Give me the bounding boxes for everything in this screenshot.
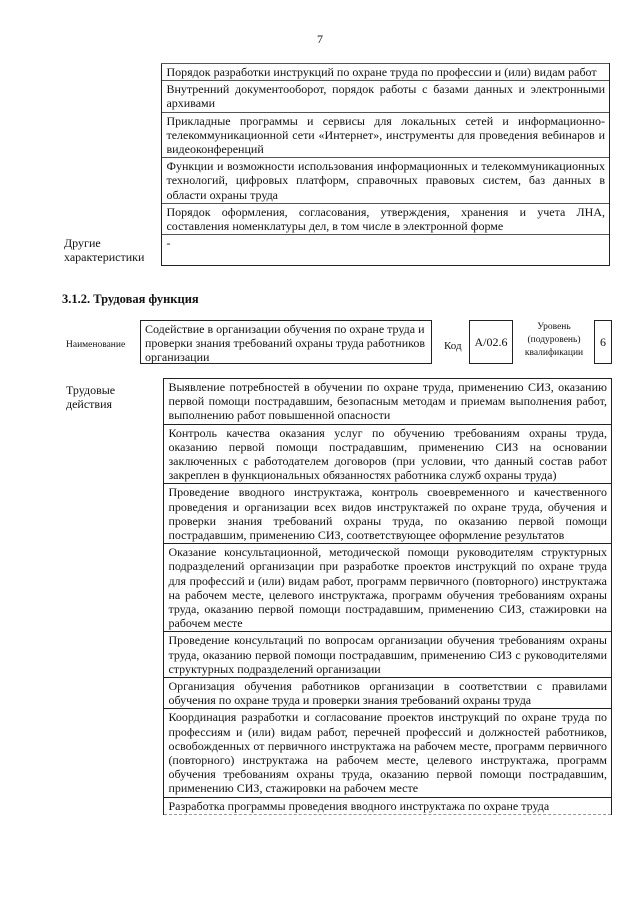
function-name: Содействие в организации обучения по охране труда и проверки знания требований охраны труда работников организации — [140, 320, 432, 364]
labor-actions-table — [60, 378, 612, 815]
labor-action: Выявление потребностей в обучении по охране труда, применению СИЗ, оказанию первой помощи пострадавшим, безопасным методам и приемам выполнения работ, выполнению работ повышенной опасности — [164, 379, 612, 425]
page-number: 7 — [317, 32, 323, 46]
table-row — [60, 203, 610, 234]
code-label: Код — [444, 340, 462, 352]
row-label — [60, 81, 162, 112]
knowledge-table — [60, 63, 610, 266]
table-row — [60, 235, 610, 265]
row-text: Порядок разработки инструкций по охране труда по профессии и (или) видам работ — [162, 64, 610, 81]
table-row — [60, 112, 610, 158]
row-text: Внутренний документооборот, порядок работы с базами данных и электронными архивами — [162, 81, 610, 112]
labor-action: Контроль качества оказания услуг по обучению требованиям охраны труда, оказанию первой помощи пострадавшим, применению СИЗ на основании заключенных с работодателем договоров (при условии, что данный состав работ закреплен в функциональных обязанностях работника служб охраны труда) — [164, 424, 612, 484]
labor-action: Проведение вводного инструктажа, контроль своевременного и качественного проведения и организации всех видов инструктажей по охране труда, обучения и проверки знания требований охраны труда, по оказанию первой помощи пострадавшим, применению СИЗ, соответствующее оформление результатов — [164, 484, 612, 544]
row-text: Прикладные программы и сервисы для локальных сетей и информационно-телекоммуникационной сети «Интернет», инструменты для проведения вебинаров и видеоконференций — [162, 112, 610, 158]
section-title: 3.1.2. Трудовая функция — [62, 292, 199, 306]
table-row — [60, 81, 610, 112]
labor-action: Проведение консультаций по вопросам организации обучения требованиям охраны труда, оказанию первой помощи пострадавшим, применению СИЗ с руководителями структурных подразделений организации — [164, 632, 612, 678]
labor-action: Разработка программы проведения вводного инструктажа по охране труда — [164, 797, 612, 814]
other-characteristics-value: - — [162, 235, 610, 265]
row-text: Функции и возможности использования информационных и телекоммуникационных технологий, цифровых платформ, справочных правовых систем, баз данных в области охраны труда — [162, 158, 610, 204]
function-code: A/02.6 — [469, 320, 513, 364]
qualification-level-label: Уровень (подуровень) квалификации — [524, 322, 584, 358]
table-row — [60, 64, 610, 81]
qualification-level-value: 6 — [594, 320, 612, 364]
row-label — [60, 112, 162, 158]
row-text: Порядок оформления, согласования, утверждения, хранения и учета ЛНА, составления номенклатуры дел, в том числе в электронной форме — [162, 203, 610, 234]
labor-action: Организация обучения работников организации в соответствии с правилами обучения по охране труда и проверки знания требований охраны труда — [164, 678, 612, 709]
other-characteristics-label: Другие характеристики — [64, 235, 145, 264]
name-label: Наименование — [66, 340, 126, 350]
labor-action: Оказание консультационной, методической помощи руководителям структурных подразделений организации при разработке проектов инструкций по охране труда для профессий и (или) видам работ, программ первичного (повторного) инструктажа на рабочем месте, целевого инструктажа, программ обучения требованиям охраны труда, оказанию первой помощи пострадавшим, применению СИЗ, стажировки на рабочем месте — [164, 544, 612, 632]
labor-actions-label: Трудовые действия — [66, 382, 116, 411]
row-label — [60, 64, 162, 81]
table-row — [60, 158, 610, 204]
table-row — [60, 379, 612, 425]
row-label — [60, 203, 162, 234]
row-label — [60, 158, 162, 204]
labor-action: Координация разработки и согласование проектов инструкций по охране труда по профессиям и (или) видам работ, перечней профессий и должностей работников, освобожденных от первичного инструктажа на рабочем месте, программ первичного (повторного) инструктажа на рабочем месте, целевого инструктажа, программ обучения требованиям охраны труда, оказанию первой помощи пострадавшим, применению СИЗ, стажировки на рабочем месте — [164, 709, 612, 797]
